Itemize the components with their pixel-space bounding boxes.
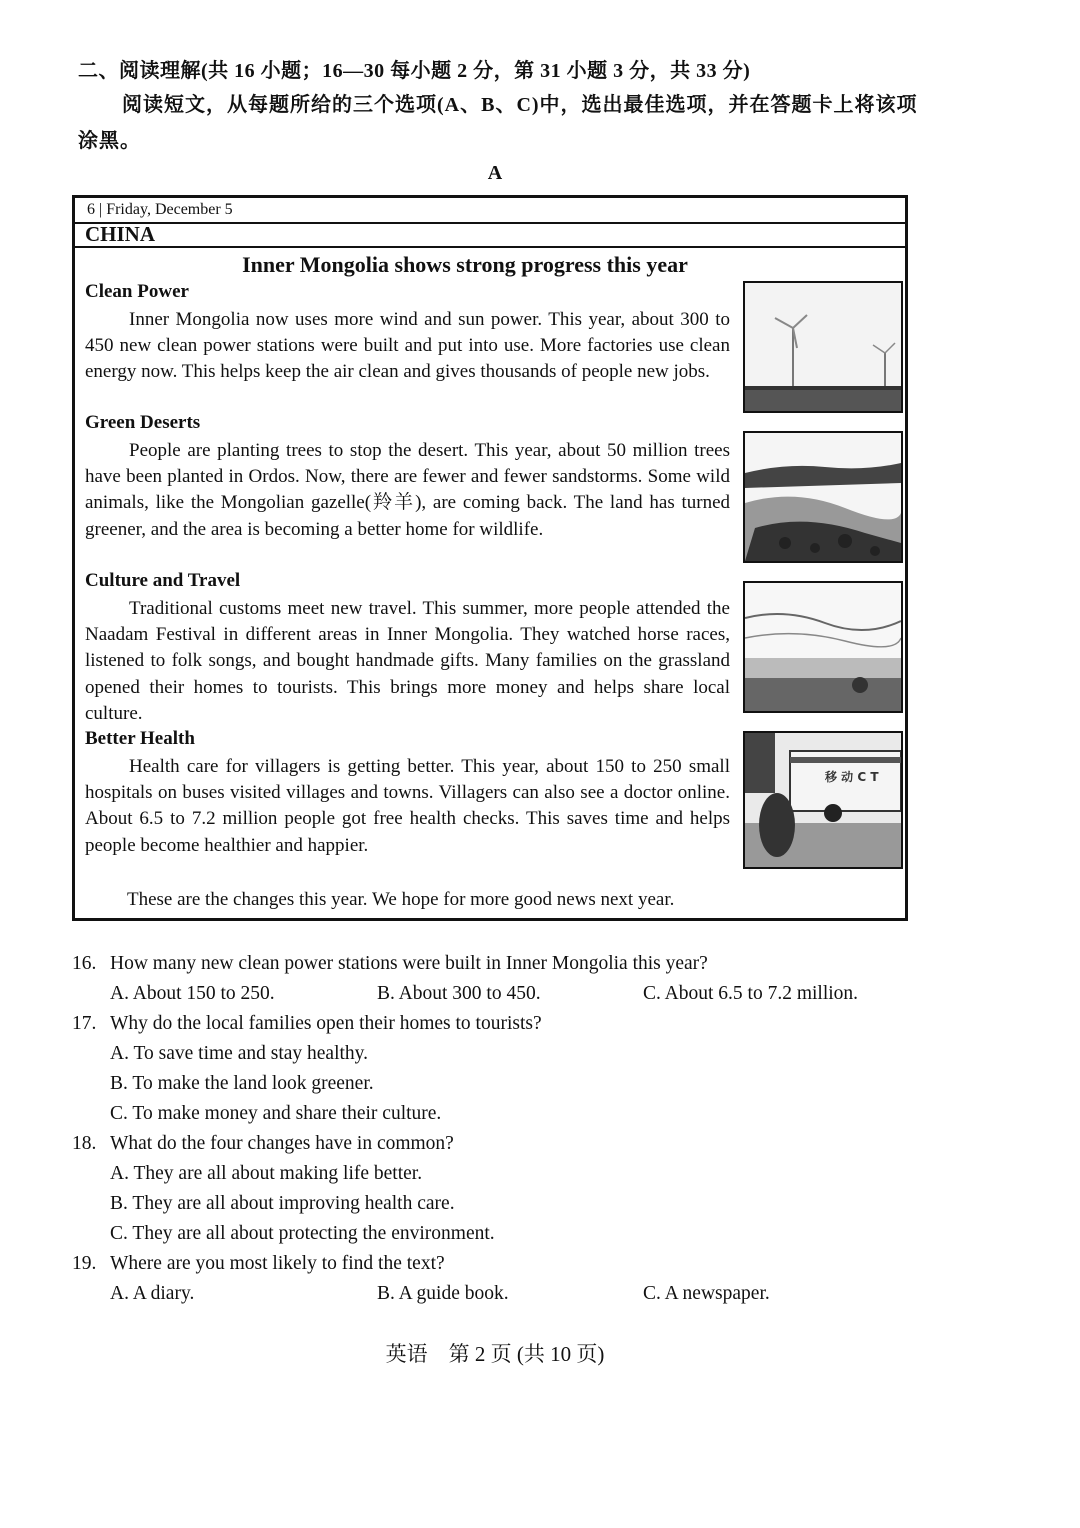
paragraph-text: Inner Mongolia now uses more wind and sun power. This year, about 300 to 450 new clean power stations were built and put into use. More factories use clean energy now. This helps keep the air clean and gives thousands of people new jobs.	[85, 309, 730, 383]
grassland-photo	[743, 581, 903, 713]
instruction-line-1: 阅读短文，从每题所给的三个选项(A、B、C)中，选出最佳选项，并在答题卡上将该项	[122, 94, 918, 116]
page-footer: 英语 第 2 页 (共 10 页)	[385, 1342, 605, 1366]
paragraph-clean-power	[85, 307, 730, 386]
question-19-stem: Where are you most likely to find the text?	[110, 1253, 445, 1274]
subheading-culture-travel: Culture and Travel	[85, 570, 241, 591]
question-16-number: 16.	[72, 953, 97, 974]
question-19-option-b: B. A guide book.	[377, 1283, 509, 1304]
subheading-better-health: Better Health	[85, 728, 195, 749]
question-19-option-c: C. A newspaper.	[643, 1283, 770, 1304]
section-title: 二、阅读理解(共 16 小题；16—30 每小题 2 分，第 31 小题 3 分，共 33 分)	[78, 60, 751, 82]
question-17-option-c: C. To make money and share their culture.	[110, 1103, 442, 1124]
medical-bus-photo	[743, 731, 903, 869]
paragraph-better-health	[85, 754, 730, 859]
passage-letter: A	[487, 162, 503, 184]
subheading-clean-power: Clean Power	[85, 281, 189, 302]
paragraph-culture-travel	[85, 596, 730, 727]
question-16-option-c: C. About 6.5 to 7.2 million.	[643, 983, 859, 1004]
question-17-stem: Why do the local families open their homes to tourists?	[110, 1013, 542, 1034]
bus-sign: 移 动 C T	[825, 770, 879, 784]
headline: Inner Mongolia shows strong progress this year	[242, 252, 688, 277]
question-18-stem: What do the four changes have in common?	[110, 1133, 454, 1154]
question-19-number: 19.	[72, 1253, 97, 1274]
closing-line: These are the changes this year. We hope for more good news next year.	[127, 889, 675, 910]
question-17-option-a: A. To save time and stay healthy.	[110, 1043, 369, 1064]
paragraph-text: Traditional customs meet new travel. This summer, more people attended the Naadam Festival in different areas in Inner Mongolia. They watched horse races, listened to folk songs, and bought handmade gifts. Many families on the grassland opened their homes to tourists. This brings more money and helps share local culture.	[85, 598, 730, 724]
question-18-option-b: B. They are all about improving health care.	[110, 1193, 455, 1214]
paragraph-green-deserts	[85, 438, 730, 543]
wind-turbine-photo	[743, 281, 903, 413]
question-16-option-b: B. About 300 to 450.	[377, 983, 541, 1004]
question-19-option-a: A. A diary.	[110, 1283, 195, 1304]
question-16-option-a: A. About 150 to 250.	[110, 983, 275, 1004]
question-17-option-b: B. To make the land look greener.	[110, 1073, 374, 1094]
paragraph-text: Health care for villagers is getting better. This year, about 150 to 250 small hospitals on buses visited villages and towns. Villagers can also see a doctor online. About 6.5 to 7.2 million people got free health checks. This saves time and helps people become healthier and happier.	[85, 756, 730, 856]
desert-trees-photo	[743, 431, 903, 563]
paragraph-text: People are planting trees to stop the desert. This year, about 50 million trees have been planted in Ordos. Now, there are fewer and fewer sandstorms. Some wild animals, like the Mongolian gazelle(羚羊), are coming back. The land has turned greener, and the area is becoming a better home for wildlife.	[85, 440, 730, 540]
question-16-stem: How many new clean power stations were built in Inner Mongolia this year?	[110, 953, 708, 974]
dateline: 6 | Friday, December 5	[75, 198, 905, 224]
question-18-option-c: C. They are all about protecting the environment.	[110, 1223, 495, 1244]
instruction-line-2: 涂黑。	[78, 130, 141, 152]
question-18-number: 18.	[72, 1133, 97, 1154]
question-17-number: 17.	[72, 1013, 97, 1034]
subheading-green-deserts: Green Deserts	[85, 412, 201, 433]
question-18-option-a: A. They are all about making life better.	[110, 1163, 423, 1184]
newspaper-section: CHINA	[75, 222, 905, 248]
newspaper-page	[72, 195, 908, 921]
